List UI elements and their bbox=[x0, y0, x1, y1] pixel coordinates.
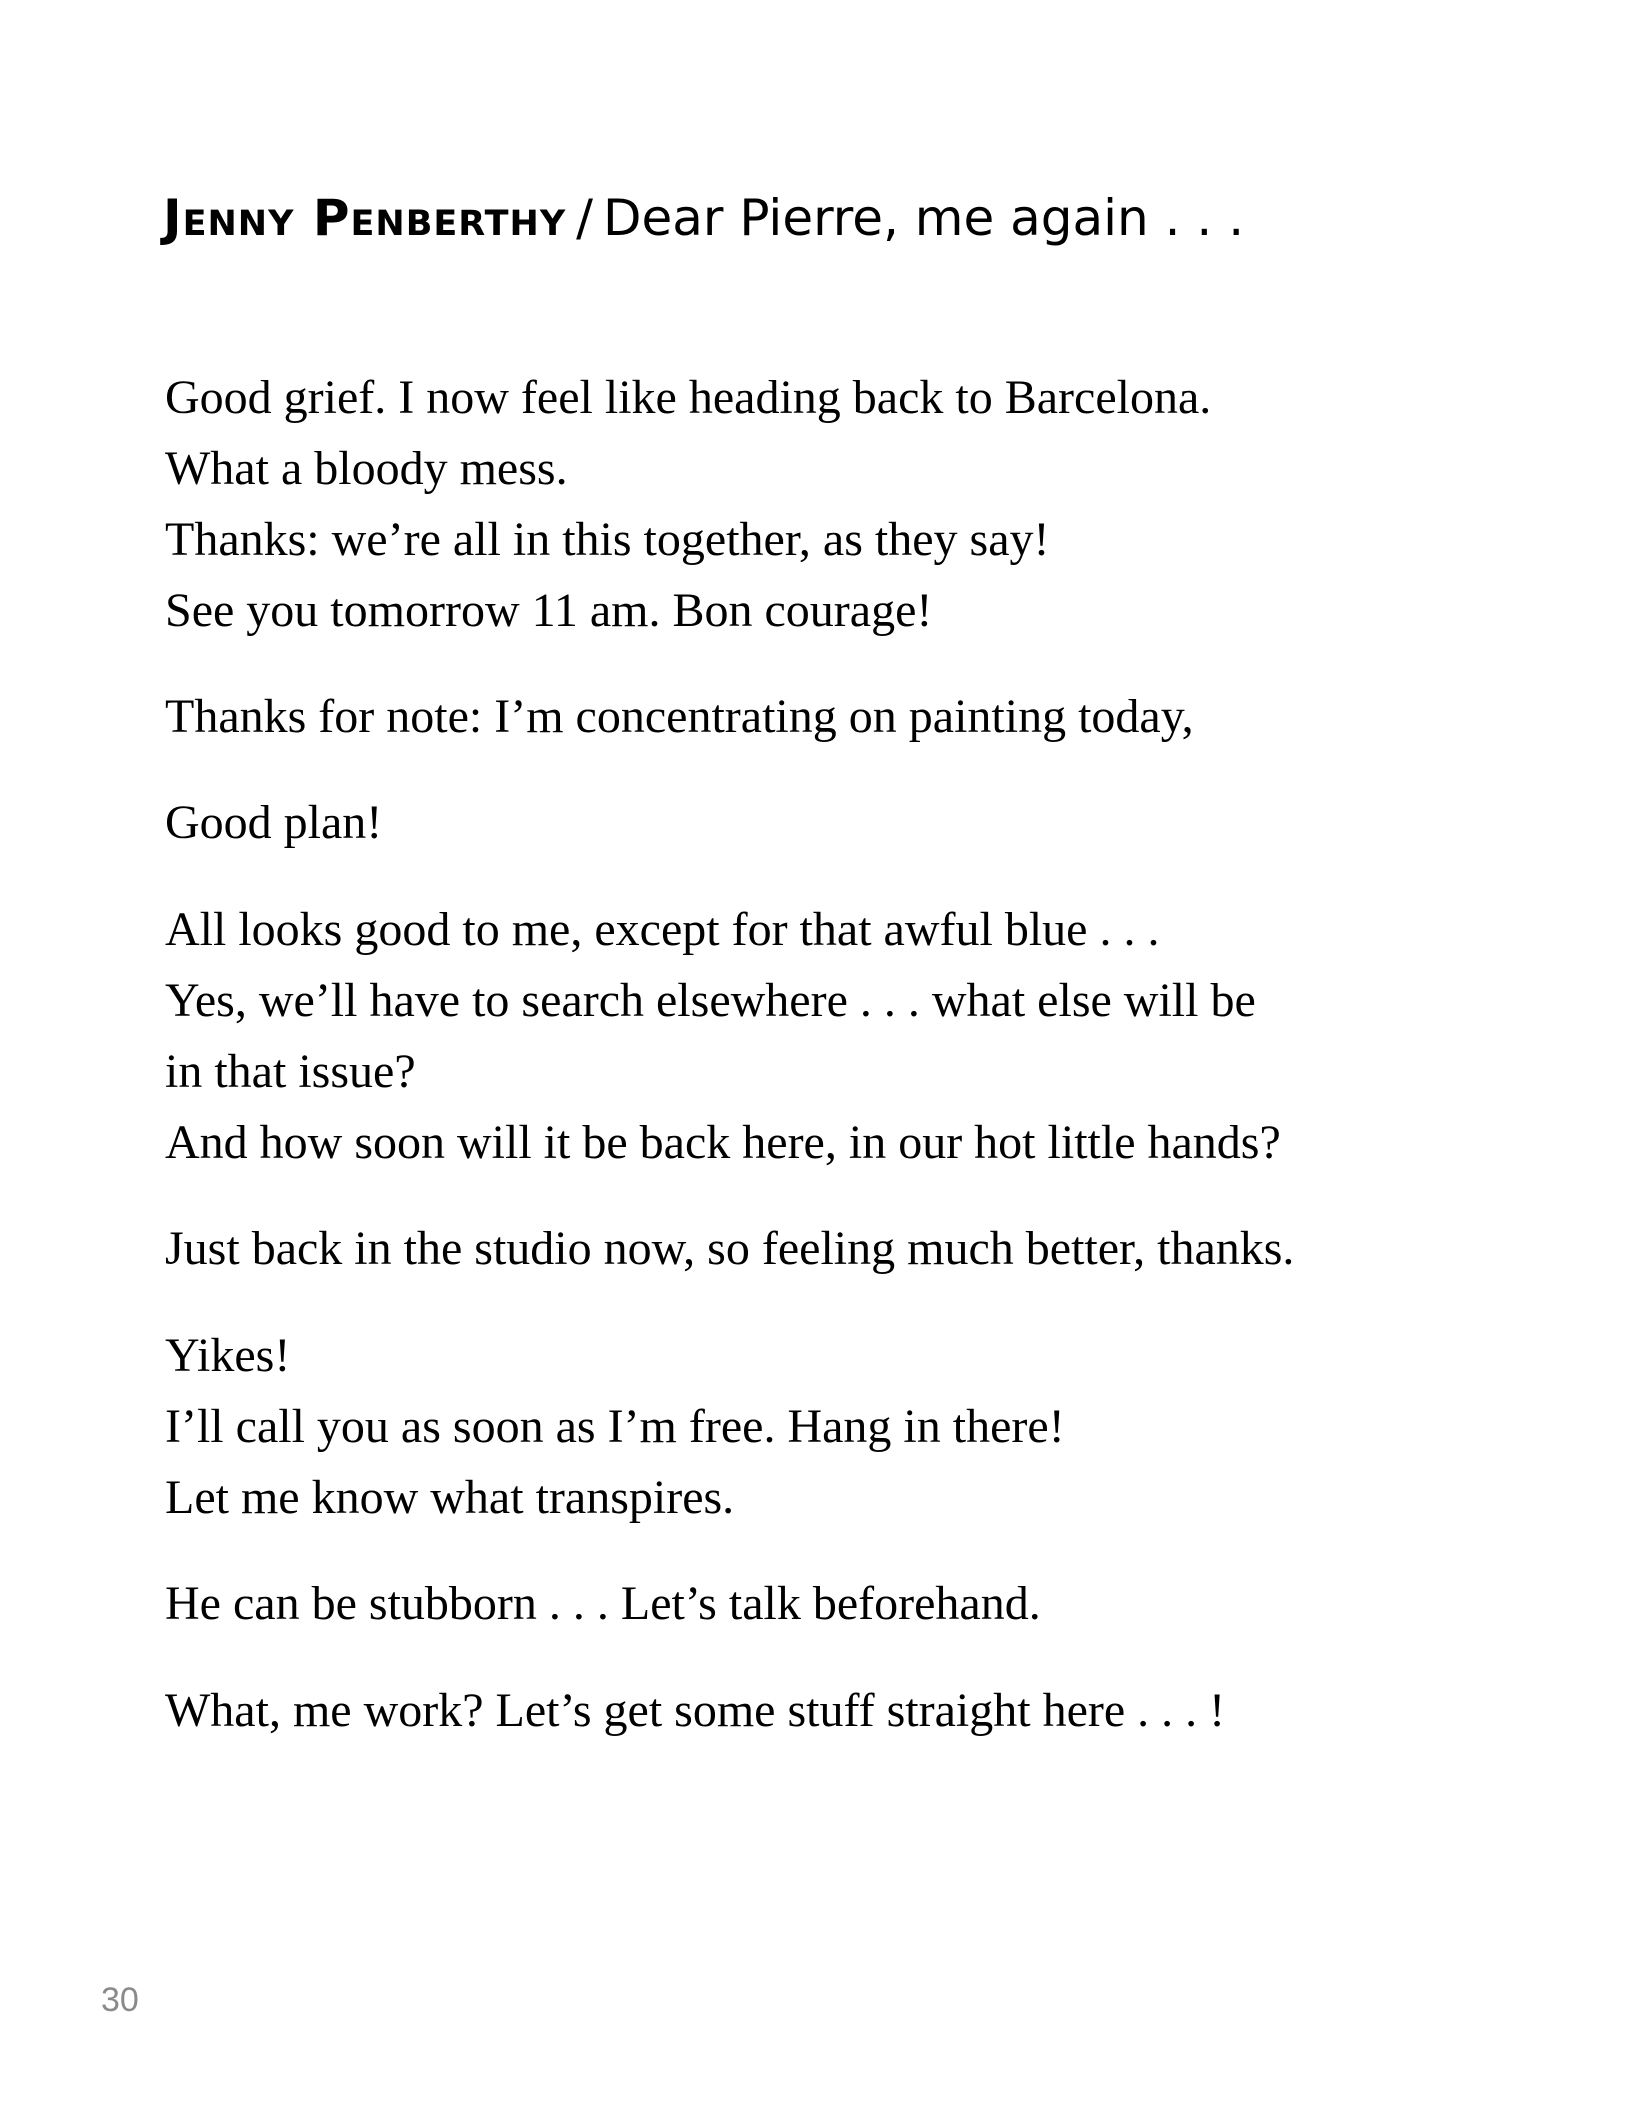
poem-line: All looks good to me, except for that awful blue . . . bbox=[165, 903, 1160, 956]
poem-line: in that issue? bbox=[165, 1045, 416, 1098]
page-number: 30 bbox=[101, 1981, 139, 2019]
poem-line: See you tomorrow 11 am. Bon courage! bbox=[165, 584, 933, 637]
author-name: Jenny Penberthy bbox=[163, 189, 567, 247]
poem-line: I’ll call you as soon as I’m free. Hang in there! bbox=[165, 1400, 1065, 1453]
poem-line: Thanks for note: I’m concentrating on painting today, bbox=[165, 690, 1194, 743]
poem-line: He can be stubborn . . . Let’s talk beforehand. bbox=[165, 1577, 1041, 1630]
poem-line: Thanks: we’re all in this together, as they say! bbox=[165, 513, 1050, 566]
heading-separator: / bbox=[576, 189, 594, 247]
poem-heading bbox=[163, 188, 1244, 248]
poem-line: What, me work? Let’s get some stuff straight here . . . ! bbox=[165, 1684, 1226, 1737]
poem-line: Yes, we’ll have to search elsewhere . . . what else will be bbox=[165, 974, 1256, 1027]
poem-line: What a bloody mess. bbox=[165, 442, 568, 495]
poem-title: Dear Pierre, me again . . . bbox=[603, 189, 1245, 247]
poem-line: Good grief. I now feel like heading back to Barcelona. bbox=[165, 371, 1212, 424]
poem-line: Let me know what transpires. bbox=[165, 1471, 735, 1524]
poem-line: And how soon will it be back here, in our hot little hands? bbox=[165, 1116, 1281, 1169]
poem-line: Good plan! bbox=[165, 796, 383, 849]
poem-line: Just back in the studio now, so feeling much better, thanks. bbox=[165, 1222, 1295, 1275]
poem-line: Yikes! bbox=[165, 1329, 291, 1382]
